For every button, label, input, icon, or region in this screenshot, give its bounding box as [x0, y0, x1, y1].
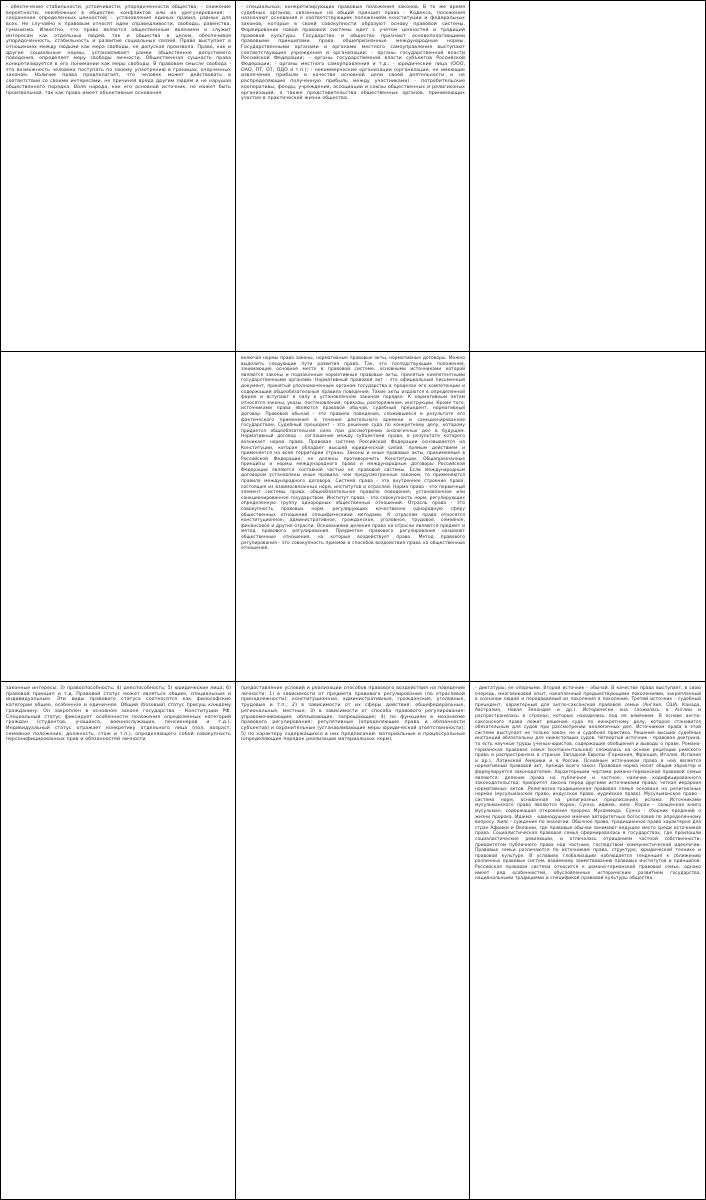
- paragraph: - специальных, конкретизирующих правовые положения законов. В то же время судебных органов, связанных на общий принцип права - Кодекса, положения назначают основания к соответствующим положениям конституции и федеральных законов, которые в своей совокупности образуют основу правовой системы. Формирование новой правовой системы идет с учетом ценностей и традиций правовой культуры. Государство и общество признают основополагающими правовыми принципами права общепризнанные международные нормы. Государственными органами и органами местного самоуправления выступают соответствующие учреждения и организации: - органы государственной власти Российской Федерации; - органы государственной власти субъектов Российской Федерации; - органы местного самоуправления и т.д.; - юридические лица (ООО, ОАО, ПТ, ОТ, ОДО и т.п.); - некоммерческие организации (организации, не имеющие извлечение прибыли в качестве основной цели своей деятельности и не распределяющие полученную прибыль между участниками) - потребительские кооперативы, фонды, учреждения, ассоциации и союзы общественных и религиозных организаций, а также представительства общественных органов, принимающих участие в практической жизни общества.: [241, 5, 465, 102]
- cell-row3-col3: [470, 682, 706, 1200]
- cell-row3-col1: [0, 682, 236, 1200]
- paragraph: включая нормы права законы, нормативные правовые акты, нормативные договоры. Можно выделить следующие пути развития права. Так, это господствующие положения, занимающие основное место в правовой системе, основными источниками которой являются законы и подзаконные нормативные правовые акты, принятые компетентными государственными органами. Нормативный правовой акт - это официальный письменный документ, принятый уполномоченным органом государства в пределах его компетенции и содержащий общеобязательные правила поведения. Такие акты издаются в определенной форме и вступают в силу в установленном законом порядке. К нормативным актам относятся законы, указы, постановления, приказы, распоряжения, инструкции. Кроме того, источниками права являются правовой обычай, судебный прецедент, нормативный договор. Правовой обычай - это правило поведения, сложившееся в результате его фактического применения в течение длительного времени и санкционированное государством. Судебный прецедент - это решение суда по конкретному делу, которому придается общеобязательная сила при рассмотрении аналогичных дел в будущем. Нормативный договор - соглашение между субъектами права, в результате которого возникает норма права. Правовая система Российской Федерации основывается на Конституции, которая обладает высшей юридической силой, прямым действием и применяется на всей территории страны. Законы и иные правовые акты, принимаемые в Российской Федерации, не должны противоречить Конституции. Общепризнанные принципы и нормы международного права и международные договоры Российской Федерации являются составной частью ее правовой системы. Если международным договором установлены иные правила, чем предусмотренные законом, то применяются правила международного договора. Система права - это внутреннее строение права, состоящее из взаимосвязанных норм, институтов и отраслей. Норма права - это первичный элемент системы права, общеобязательное правило поведения, установленное или санкционированное государством. Институт права - это совокупность норм, регулирующих определенную группу однородных общественных отношений. Отрасль права - это совокупность правовых норм, регулирующих качественно однородную сферу общественных отношений специфическими методами. К отраслям права относятся конституционное, административное, гражданское, уголовное, трудовое, семейное, финансовое и другие отрасли. Основаниями деления права на отрасли являются предмет и метод правового регулирования. Предметом правового регулирования называют общественные отношения, на которые воздействует право. Метод правового регулирования - это совокупность приемов и способов воздействия права на общественные отношения.: [241, 356, 465, 552]
- cell-row2-col1: [0, 352, 236, 682]
- paragraph: - диктатуры; ее опорными. Второй источник - обычай. В качестве права выступает, в свою очередь, многовековой опыт, накопленный предшествующими поколениями, закрепленный в сознании людей и передаваемый из поколения в поколение. Третий источник - судебный прецедент, характерный для англо-саксонской правовой семьи (Англия, США, Канада, Австралия, Новая Зеландия и др.). Исторически она сложилась в Англии и распространилась в странах, которые находились под ее влиянием. В основе англо-саксонского права лежит решение суда по конкретному делу, которое становится обязательным для судов при рассмотрении аналогичных дел. Источником права в этой системе выступает не только закон, но и судебная практика. Решения высших судебных инстанций обязательны для нижестоящих судов. Четвертый источник - правовая доктрина, то есть научные труды ученых-юристов, содержащие обобщения и выводы о праве. Романо-германская правовая семья (континентальная) сложилась на основе рецепции римского права и распространена в странах Западной Европы (Германия, Франция, Италия, Испания и др.), Латинской Америки и в России. Основным источником права в ней является нормативный правовой акт, прежде всего закон. Правовая норма носит общий характер и формулируется законодателем. Характерными чертами романо-германской правовой семьи являются: деление права на публичное и частное; наличие кодифицированного законодательства; приоритет закона перед другими источниками права; четкая иерархия нормативных актов. Религиозно-традиционная правовая семья основана на религиозных нормах (мусульманское право, индусское право, иудейское право). Мусульманское право - система норм, основанная на религиозных предписаниях ислама. Источниками мусульманского права являются Коран, Сунна, иджма, кияс. Коран - священная книга мусульман, содержащая откровения пророка Мухаммеда. Сунна - сборник преданий о жизни пророка. Иджма - единодушное мнение авторитетных богословов по определенному вопросу. Кияс - суждение по аналогии. Обычное право, традиционное право характерно для стран Африки и Океании, где правовые обычаи занимают ведущее место среди источников права. Социалистическая правовая семья сформировалась в государствах, где произошли социалистические революции, и отличалась отрицанием частной собственности, приоритетом публичного права над частным, господством коммунистической идеологии. Правовые семьи различаются по источникам права, структуре, юридической технике и правовой культуре. В условиях глобализации наблюдается тенденция к сближению различных правовых систем, взаимному заимствованию правовых институтов и принципов. Российская правовая система относится к романо-германской правовой семье, однако имеет ряд особенностей, обусловленных историческим развитием государства, национальными традициями и спецификой правовой культуры общества.: [475, 686, 701, 882]
- cell-row2-col2: [236, 352, 470, 682]
- paragraph: предоставление условий и реализации способов правового воздействия на поведение личности: 1) в зависимости от предмета правового регулирования (по отраслевой принадлежности): конституционные, административные, гражданские, уголовные, трудовые и т.п.; 2) в зависимости от их сферы действия: общефедеральные, региональные, местные; 3) в зависимости от способа правового регулирования: управомочивающие, обязывающие, запрещающие; 4) по функциям в механизме правового регулирования: регулятивные (определяющие права и обязанности субъектов) и охранительные (устанавливающие меры юридической ответственности); 5) по характеру содержащихся в них предписаний: материальные и процессуальные (определяющие порядок реализации материальных норм).: [241, 686, 465, 743]
- paragraph: - обеспечение стабильности, устойчивости, упорядоченности общества; - снижение вероятности, неизбежных в обществе, конфликтов или их урегулирования; - сохранение определенных ценностей; - установление единых правил, равных для всех. Не случайно к правовым относят идеи справедливости, свободы, равенства, гуманизма. Известно, что право является общественным явлением и служит интересам как отдельных людей, так и общества в целом, обеспечивая упорядоченность, стабильность и развитие социальных связей. Право выступает в отношениях между людьми как мера свободы, не допуская произвола. Право, как и другие социальные нормы, устанавливает рамки общественно допустимого поведения, определяет меру свободы личности. Общественная сущность права конкретизируется в его понимании как меры свободы. В правовом смысле свобода - это возможность человека поступать по своему усмотрению в границах, очерченных законом. Наличие права предполагает, что человек может действовать в соответствии со своими интересами, не причиняя вреда другим людям и не нарушая общественного порядка. Воля народа, как его основной источник, не может быть произвольной, так как право имеет объективные основания.: [6, 5, 231, 96]
- cell-row2-col3: [470, 352, 706, 682]
- paragraph: законные интересы; 3) правоспособность; 4) дееспособность; 5) юридические лица; 6) правовой принцип и т.д. Правовой статус может являться общим, специальным и индивидуальным. Эти виды правового статуса соотносятся как философские категории общее, особенное и единичное. Общий (базовый) статус присущ каждому гражданину. Он закреплен в основном законе государства - Конституции РФ. Специальный статус фиксирует особенности положения определенных категорий граждан (студентов, учащихся, военнослужащих, пенсионеров и т.д.). Индивидуальный статус отражает конкретику отдельного лица (пол, возраст, семейное положение, должность, стаж и т.п.), определяющего собой совокупность персонифицированных прав и обязанностей личности.: [6, 686, 231, 743]
- cell-row1-col2: [236, 0, 470, 352]
- cell-row1-col3: [470, 0, 706, 352]
- cell-row1-col1: [0, 0, 236, 352]
- cell-row3-col2: [236, 682, 470, 1200]
